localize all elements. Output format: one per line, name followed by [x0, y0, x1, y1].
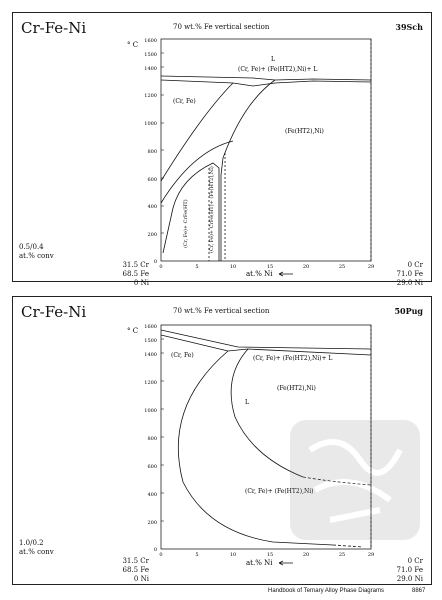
x-tick-label: 5 [195, 264, 199, 270]
page-number: 8867 [412, 588, 426, 594]
y-tick-label: 1600 [144, 324, 157, 330]
y-tick-label: 1500 [144, 52, 157, 58]
section-title: 70 wt.% Fe vertical section [173, 23, 270, 31]
x-tick-label: 10 [229, 552, 237, 558]
y-unit-label: ° C [127, 327, 139, 335]
y-tick-label: 1400 [144, 352, 157, 358]
y-tick-label: 400 [147, 492, 157, 498]
x-tick-label: 20 [302, 264, 310, 270]
y-unit-label: ° C [127, 41, 139, 49]
y-tick-label: 1200 [144, 380, 157, 386]
phase-label: (Cr, Fe) [171, 352, 194, 359]
y-tick-label: 200 [147, 520, 157, 526]
y-tick-label: 200 [147, 232, 157, 238]
arrow-icon [279, 272, 293, 276]
phase-label: (Cr, Fe)+ CrFe(HT) [183, 199, 189, 248]
arrow-icon [279, 561, 293, 565]
system-label: Cr-Fe-Ni [21, 303, 87, 321]
right-end-composition: 0 Cr 71.0 Fe 29.0 Ni [396, 557, 423, 583]
phase-diagram-plot [13, 13, 431, 281]
left-end-composition: 31.5 Cr 68.5 Fe 0 Ni [122, 261, 149, 287]
system-label: Cr-Fe-Ni [21, 19, 87, 37]
x-tick-label: 15 [266, 264, 274, 270]
diagram-panel-top [12, 12, 432, 287]
phase-label: L [271, 56, 275, 63]
y-tick-labels [144, 38, 157, 265]
y-tick-labels [144, 324, 157, 553]
x-tick-label: 20 [302, 552, 310, 558]
x-axis-label: at.% Ni [246, 559, 273, 567]
x-tick-label: 25 [338, 552, 346, 558]
x-tick-label: 15 [266, 552, 274, 558]
right-end-composition: 0 Cr 71.0 Fe 29.0 Ni [396, 261, 423, 287]
x-tick-label: 25 [338, 264, 346, 270]
x-tick-labels [159, 552, 374, 558]
phase-label: (Fe(HT2),Ni) [277, 385, 316, 392]
x-tick-label: 10 [229, 264, 237, 270]
y-tick-label: 1400 [144, 66, 157, 72]
y-tick-label: 1000 [144, 121, 157, 127]
x-tick-label: 5 [195, 552, 199, 558]
y-tick-label: 1000 [144, 408, 157, 414]
conversion-note: 1.0/0.2 at.% conv [19, 539, 54, 556]
phase-label: (Cr, Fe)+ (Fe(HT2),Ni)+ L [253, 355, 333, 362]
section-title: 70 wt.% Fe vertical section [173, 307, 270, 315]
y-tick-label: 600 [147, 177, 157, 183]
reference-code: 39Sch [395, 22, 423, 32]
x-axis-label: at.% Ni [246, 270, 273, 278]
y-tick-label: 400 [147, 204, 157, 210]
left-end-composition: 31.5 Cr 68.5 Fe 0 Ni [122, 557, 149, 583]
y-tick-label: 800 [147, 436, 157, 442]
x-tick-label: 0 [159, 552, 163, 558]
y-tick-label: 600 [147, 464, 157, 470]
phase-label: (Cr, Fe) [173, 98, 196, 105]
y-tick-label: 1500 [144, 338, 157, 344]
phase-label: L [245, 399, 249, 406]
watermark-stamp [280, 410, 430, 550]
reference-code: 50Pug [394, 306, 423, 316]
y-tick-label: 800 [147, 149, 157, 155]
x-tick-label: 29 [367, 552, 375, 558]
phase-label: (Fe(HT2),Ni) [285, 128, 324, 135]
phase-label: (Cr, Fe)+ CrFe(HT)+ (Fe(HT2),Ni) [209, 166, 215, 253]
x-tick-label: 0 [159, 264, 163, 270]
y-tick-label: 1600 [144, 38, 157, 44]
y-ticks [161, 339, 164, 521]
phase-label: (Cr, Fe)+ (Fe(HT2),Ni) [245, 488, 314, 495]
y-tick-label: 1200 [144, 93, 157, 99]
x-tick-label: 29 [367, 264, 375, 270]
y-tick-label: 0 [153, 547, 157, 553]
footer-title: Handbook of Ternary Alloy Phase Diagrams [268, 588, 384, 594]
phase-label: (Cr, Fe)+ (Fe(HT2),Ni)+ L [238, 66, 318, 73]
conversion-note: 0.5/0.4 at.% conv [19, 243, 54, 260]
y-tick-label: 0 [153, 259, 157, 265]
